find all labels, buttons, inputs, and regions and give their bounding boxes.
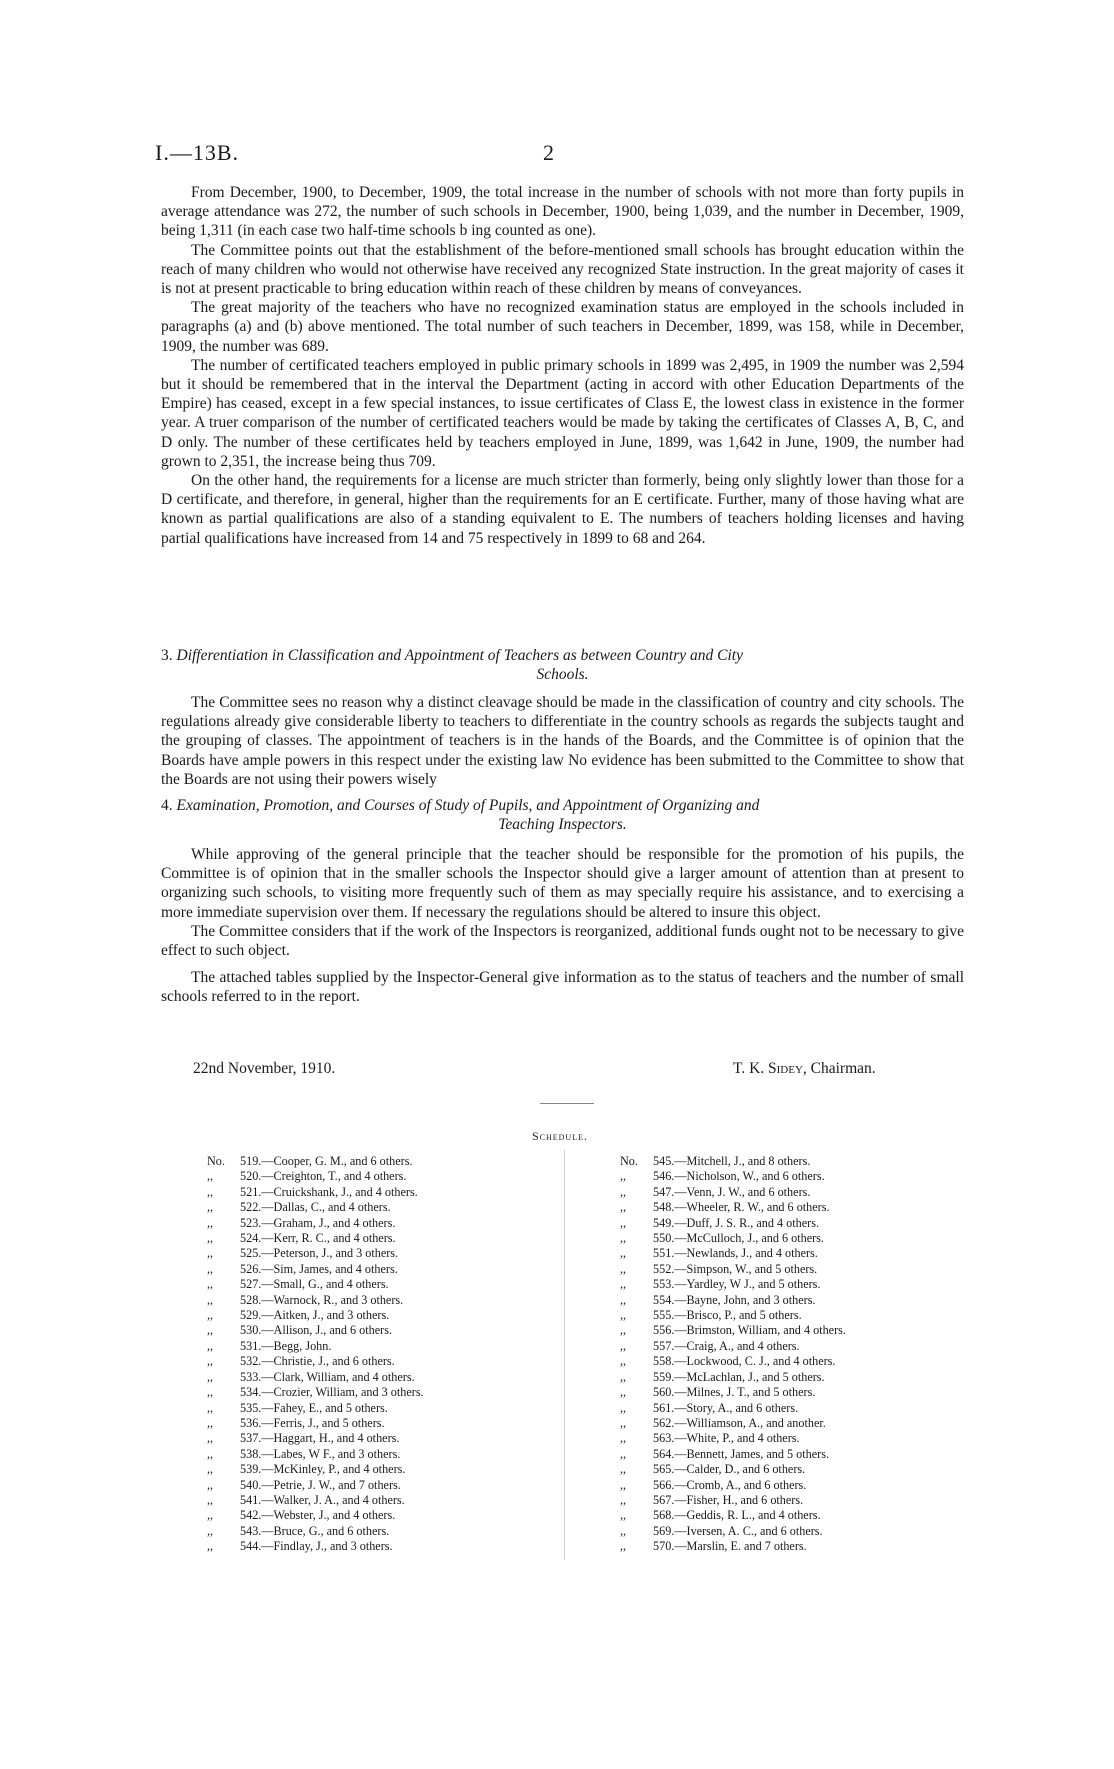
entry-text: 554.—Bayne, John, and 3 others.: [653, 1292, 816, 1307]
schedule-entry: [207, 1154, 567, 1169]
document-code: I.—13B.: [155, 140, 239, 165]
schedule-entry: [207, 1231, 567, 1246]
entry-text: 532.—Christie, J., and 6 others.: [240, 1354, 395, 1369]
entry-prefix: ,,: [207, 1508, 214, 1523]
schedule-entry: [207, 1447, 567, 1462]
entry-text: 526.—Sim, James, and 4 others.: [240, 1261, 398, 1276]
entry-prefix: ,,: [620, 1462, 627, 1477]
schedule-entry: [207, 1339, 567, 1354]
entry-prefix: ,,: [620, 1400, 627, 1415]
schedule-entry: [207, 1200, 567, 1215]
signatory-role: , Chairman.: [802, 1060, 876, 1077]
entry-prefix: ,,: [620, 1492, 627, 1507]
schedule-entry: [207, 1169, 567, 1184]
schedule-entry: [620, 1539, 980, 1554]
entry-prefix: ,,: [207, 1523, 214, 1538]
entry-text: 555.—Brisco, P., and 5 others.: [653, 1308, 802, 1323]
section-title-line1: Examination, Promotion, and Courses of Study of Pupils, and Appointment of Organizing and: [176, 797, 760, 814]
entry-prefix: ,,: [620, 1415, 627, 1430]
paragraph: The number of certificated teachers employed in public primary schools in 1899 was 2,495, in 1909 the number was 2,594 but it should be remembered that in the interval the Department (acting in accord with other Education Departments of the Empire) has ceased, except in a few special instances, to issue certificates of Class E, the lowest class in existence in the former year. A truer comparison of the number of certificated teachers would be made by taking the certificates of Classes A, B, C, and D only. The number of these certificates held by teachers employed in June, 1899, was 1,642 in June, 1909, the number had grown to 2,351, the increase being thus 709.: [161, 356, 964, 470]
entry-text: 548.—Wheeler, R. W., and 6 others.: [653, 1200, 830, 1215]
entry-text: 520.—Creighton, T., and 4 others.: [240, 1169, 407, 1184]
entry-text: 523.—Graham, J., and 4 others.: [240, 1215, 396, 1230]
entry-text: 551.—Newlands, J., and 4 others.: [653, 1246, 818, 1261]
entry-prefix: ,,: [207, 1292, 214, 1307]
schedule-entry: [207, 1216, 567, 1231]
entry-text: 546.—Nicholson, W., and 6 others.: [653, 1169, 825, 1184]
entry-prefix: ,,: [207, 1246, 214, 1261]
schedule-entry: [620, 1354, 980, 1369]
paragraph: The Committee considers that if the work of the Inspectors is reorganized, additional funds ought not to be necessary to give effect to such object.: [161, 922, 964, 960]
page-header: [155, 140, 575, 170]
schedule-entry: [207, 1401, 567, 1416]
page-number: 2: [543, 140, 554, 165]
schedule-entry: [207, 1524, 567, 1539]
entry-text: 553.—Yardley, W J., and 5 others.: [653, 1277, 821, 1292]
schedule-left-column: [207, 1154, 567, 1555]
entry-prefix: ,,: [620, 1277, 627, 1292]
schedule-entry: [207, 1478, 567, 1493]
entry-text: 524.—Kerr, R. C., and 4 others.: [240, 1231, 396, 1246]
schedule-entry: [620, 1462, 980, 1477]
entry-prefix: ,,: [207, 1431, 214, 1446]
entry-text: 556.—Brimston, William, and 4 others.: [653, 1323, 846, 1338]
schedule-entry: [620, 1246, 980, 1261]
entry-prefix: ,,: [620, 1231, 627, 1246]
schedule-entry: [620, 1416, 980, 1431]
entry-text: 521.—Cruickshank, J., and 4 others.: [240, 1184, 418, 1199]
schedule-entry: [620, 1385, 980, 1400]
paragraph: While approving of the general principle that the teacher should be responsible for the promotion of his pupils, the Committee is of opinion that in the smaller schools the Inspector should give a larger amount of attention than at present to organizing such schools, to visiting more frequently such of them as may specially require his assistance, and to exercising a more immediate supervision over them. If necessary the regulations should be altered to insure this object.: [161, 846, 964, 921]
entry-text: 522.—Dallas, C., and 4 others.: [240, 1200, 391, 1215]
schedule-entry: [620, 1308, 980, 1323]
entry-prefix: ,,: [207, 1462, 214, 1477]
paragraph: The Committee sees no reason why a distinct cleavage should be made in the classification of country and city schools. The regulations already give considerable liberty to teachers to differentiate in the country schools as regards the subjects taught and the grouping of classes. The appointment of teachers is in the hands of the Boards, and the Committee is of opinion that the Boards have ample powers in this respect under the existing law No evidence has been submitted to the Committee to show that the Boards are not using their powers wisely: [161, 694, 964, 788]
entry-prefix: ,,: [207, 1184, 214, 1199]
schedule-entry: [207, 1277, 567, 1292]
entry-prefix: ,,: [207, 1415, 214, 1430]
schedule-entry: [620, 1216, 980, 1231]
schedule-entry: [207, 1462, 567, 1477]
entry-text: 569.—Iversen, A. C., and 6 others.: [653, 1523, 823, 1538]
entry-prefix: ,,: [207, 1446, 214, 1461]
section-title-line2: Schools.: [536, 666, 589, 684]
schedule-entry: [620, 1478, 980, 1493]
schedule-title: Schedule.: [531, 1129, 588, 1143]
entry-text: 543.—Bruce, G., and 6 others.: [240, 1523, 390, 1538]
entry-prefix: ,,: [207, 1277, 214, 1292]
entry-prefix: ,,: [620, 1215, 627, 1230]
entry-prefix: ,,: [207, 1385, 214, 1400]
signature: [733, 1060, 876, 1078]
entry-prefix: ,,: [207, 1369, 214, 1384]
entry-text: 568.—Geddis, R. L., and 4 others.: [653, 1508, 821, 1523]
entry-prefix: ,,: [207, 1308, 214, 1323]
entry-prefix: ,,: [207, 1323, 214, 1338]
schedule-entry: [207, 1323, 567, 1338]
entry-text: 557.—Craig, A., and 4 others.: [653, 1338, 800, 1353]
entry-prefix: ,,: [620, 1246, 627, 1261]
entry-prefix: ,,: [207, 1215, 214, 1230]
entry-text: 528.—Warnock, R., and 3 others.: [240, 1292, 404, 1307]
entry-text: 560.—Milnes, J. T., and 5 others.: [653, 1385, 816, 1400]
entry-prefix: ,,: [620, 1523, 627, 1538]
entry-text: 549.—Duff, J. S. R., and 4 others.: [653, 1215, 819, 1230]
entry-text: 530.—Allison, J., and 6 others.: [240, 1323, 392, 1338]
entry-prefix: ,,: [620, 1184, 627, 1199]
signature-date: 22nd November, 1910.: [193, 1060, 336, 1077]
schedule-entry: [620, 1401, 980, 1416]
entry-prefix: ,,: [207, 1338, 214, 1353]
signatory-name: T. K. Sidey: [733, 1060, 803, 1077]
entry-text: 527.—Small, G., and 4 others.: [240, 1277, 389, 1292]
entry-text: 542.—Webster, J., and 4 others.: [240, 1508, 396, 1523]
entry-text: 525.—Peterson, J., and 3 others.: [240, 1246, 399, 1261]
entry-text: 562.—Williamson, A., and another.: [653, 1415, 826, 1430]
schedule-entry: [207, 1293, 567, 1308]
entry-text: 534.—Crozier, William, and 3 others.: [240, 1385, 424, 1400]
paragraph: From December, 1900, to December, 1909, the total increase in the number of schools with not more than forty pupils in average attendance was 272, the number of such schools in December, 1900, being 1,039, and the number in December, 1909, being 1,311 (in each case two half-time schools b ing counted as one).: [161, 184, 964, 240]
section-3-body: [161, 693, 964, 789]
entry-prefix: ,,: [620, 1200, 627, 1215]
schedule-entry: [207, 1416, 567, 1431]
entry-text: 565.—Calder, D., and 6 others.: [653, 1462, 806, 1477]
schedule-entry: [620, 1447, 980, 1462]
entry-text: 541.—Walker, J. A., and 4 others.: [240, 1492, 405, 1507]
schedule-entry: [207, 1431, 567, 1446]
schedule-entry: [620, 1293, 980, 1308]
schedule-entry: [620, 1154, 980, 1169]
schedule-entry: [620, 1277, 980, 1292]
entry-text: 519.—Cooper, G. M., and 6 others.: [240, 1154, 413, 1168]
schedule-entry: [620, 1370, 980, 1385]
entry-text: 561.—Story, A., and 6 others.: [653, 1400, 799, 1415]
entry-prefix: ,,: [620, 1369, 627, 1384]
entry-text: 538.—Labes, W F., and 3 others.: [240, 1446, 401, 1461]
entry-text: 550.—McCulloch, J., and 6 others.: [653, 1231, 824, 1246]
entry-text: 537.—Haggart, H., and 4 others.: [240, 1431, 400, 1446]
schedule-entry: [620, 1431, 980, 1446]
paragraph: The Committee points out that the establishment of the before-mentioned small schools has brought education within the reach of many children who would not otherwise have received any recognized State instruction. In the great majority of cases it is not at present practicable to bring education within reach of these children by means of conveyances.: [161, 241, 964, 298]
schedule-entry: [620, 1262, 980, 1277]
entry-prefix: ,,: [207, 1354, 214, 1369]
entry-text: 567.—Fisher, H., and 6 others.: [653, 1492, 804, 1507]
entry-text: 533.—Clark, William, and 4 others.: [240, 1369, 415, 1384]
entry-prefix: ,,: [620, 1385, 627, 1400]
schedule-entry: [620, 1323, 980, 1338]
schedule-entry: [620, 1508, 980, 1523]
section-number: 4.: [161, 797, 173, 814]
entry-prefix: ,,: [620, 1477, 627, 1492]
entry-prefix: ,,: [207, 1169, 214, 1184]
entry-prefix: No.: [620, 1154, 638, 1168]
schedule-entry: [620, 1169, 980, 1184]
schedule-entry: [620, 1524, 980, 1539]
entry-text: 539.—McKinley, P., and 4 others.: [240, 1462, 406, 1477]
entry-text: 564.—Bennett, James, and 5 others.: [653, 1446, 830, 1461]
entry-prefix: ,,: [620, 1169, 627, 1184]
section-title-line1: Differentiation in Classification and Appointment of Teachers as between Country and City: [176, 647, 743, 664]
schedule-entry: [620, 1493, 980, 1508]
entry-prefix: ,,: [620, 1354, 627, 1369]
schedule-right-column: [620, 1154, 980, 1555]
schedule-entry: [620, 1185, 980, 1200]
section-3-heading: [161, 646, 964, 684]
entry-text: 545.—Mitchell, J., and 8 others.: [653, 1154, 811, 1168]
schedule-entry: [207, 1539, 567, 1554]
section-number: 3.: [161, 647, 173, 664]
paragraph: The great majority of the teachers who have no recognized examination status are employed in the schools included in paragraphs (a) and (b) above mentioned. The total number of such teachers in December, 1899, was 158, while in December, 1909, the number was 689.: [161, 299, 964, 355]
entry-prefix: ,,: [620, 1261, 627, 1276]
schedule-entry: [620, 1231, 980, 1246]
schedule-entry: [207, 1385, 567, 1400]
entry-prefix: ,,: [207, 1261, 214, 1276]
section-4-heading: [161, 796, 964, 834]
entry-prefix: ,,: [207, 1200, 214, 1215]
entry-prefix: ,,: [620, 1431, 627, 1446]
section-4-body: [161, 845, 964, 1007]
entry-text: 544.—Findlay, J., and 3 others.: [240, 1539, 393, 1554]
section-title-line2: Teaching Inspectors.: [498, 816, 627, 834]
schedule-entry: [207, 1308, 567, 1323]
schedule-entry: [207, 1354, 567, 1369]
schedule-entry: [207, 1185, 567, 1200]
entry-prefix: ,,: [620, 1508, 627, 1523]
entry-prefix: ,,: [207, 1492, 214, 1507]
entry-prefix: ,,: [620, 1323, 627, 1338]
entry-prefix: ,,: [207, 1400, 214, 1415]
entry-prefix: ,,: [207, 1477, 214, 1492]
entry-text: 563.—White, P., and 4 others.: [653, 1431, 800, 1446]
intro-paragraphs: [161, 183, 964, 548]
paragraph: The attached tables supplied by the Inspector-General give information as to the status of teachers and the number of small schools referred to in the report.: [161, 969, 964, 1006]
paragraph: On the other hand, the requirements for a license are much stricter than formerly, being only slightly lower than those for a D certificate, and therefore, in general, higher than the requirements for an E certificate. Further, many of those having what are known as partial qualifications are also of a standing equivalent to E. The numbers of teachers holding licenses and having partial qualifications have increased from 14 and 75 respectively in 1899 to 68 and 264.: [161, 472, 964, 547]
entry-text: 559.—McLachlan, J., and 5 others.: [653, 1369, 825, 1384]
entry-text: 566.—Cromb, A., and 6 others.: [653, 1477, 807, 1492]
entry-text: 547.—Venn, J. W., and 6 others.: [653, 1184, 811, 1199]
entry-prefix: ,,: [620, 1446, 627, 1461]
schedule-entry: [207, 1262, 567, 1277]
schedule-entry: [620, 1200, 980, 1215]
entry-text: 540.—Petrie, J. W., and 7 others.: [240, 1477, 401, 1492]
schedule-entry: [207, 1246, 567, 1261]
schedule-entry: [207, 1370, 567, 1385]
entry-prefix: ,,: [620, 1338, 627, 1353]
entry-prefix: ,,: [620, 1539, 627, 1554]
entry-prefix: ,,: [207, 1231, 214, 1246]
entry-text: 570.—Marslin, E. and 7 others.: [653, 1539, 807, 1554]
entry-text: 531.—Begg, John.: [240, 1338, 332, 1353]
schedule-entry: [207, 1508, 567, 1523]
entry-text: 529.—Aitken, J., and 3 others.: [240, 1308, 390, 1323]
schedule-entry: [620, 1339, 980, 1354]
schedule-entry: [207, 1493, 567, 1508]
entry-prefix: No.: [207, 1154, 225, 1168]
entry-prefix: ,,: [207, 1539, 214, 1554]
divider: [540, 1103, 594, 1104]
entry-text: 552.—Simpson, W., and 5 others.: [653, 1261, 818, 1276]
entry-prefix: ,,: [620, 1308, 627, 1323]
entry-text: 558.—Lockwood, C. J., and 4 others.: [653, 1354, 836, 1369]
entry-prefix: ,,: [620, 1292, 627, 1307]
entry-text: 535.—Fahey, E., and 5 others.: [240, 1400, 388, 1415]
entry-text: 536.—Ferris, J., and 5 others.: [240, 1415, 385, 1430]
